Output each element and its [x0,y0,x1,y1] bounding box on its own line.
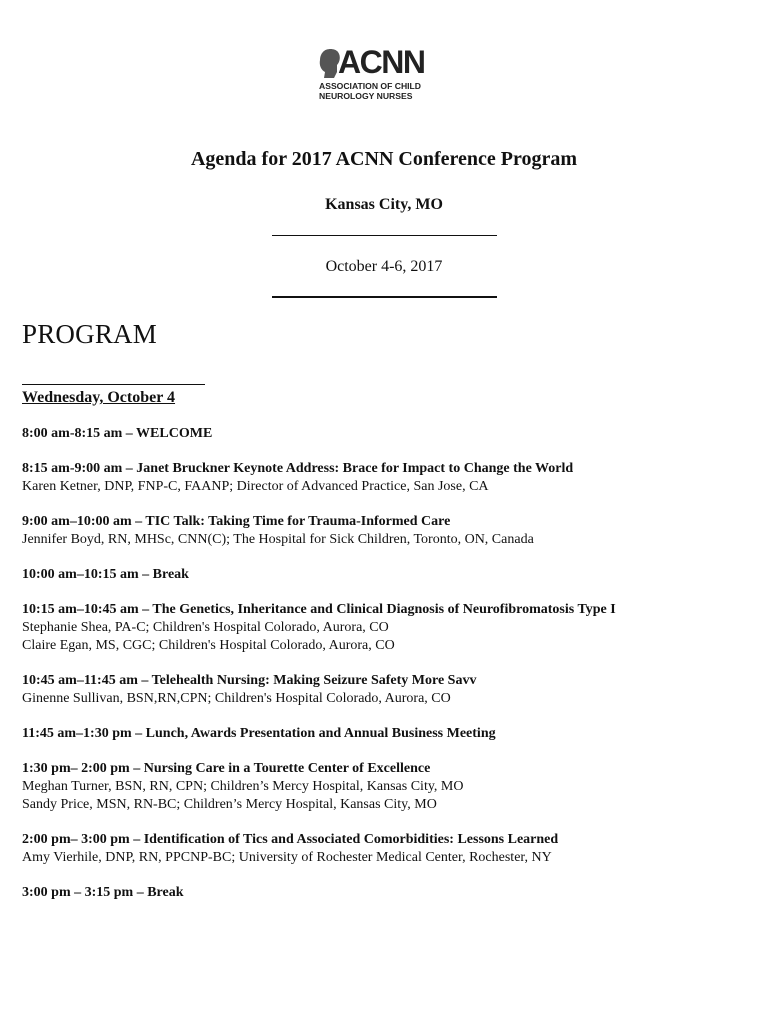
logo-wordmark: ACNN [338,44,425,80]
agenda-list [22,425,762,919]
logo-subtitle [319,81,439,101]
agenda-item-title: 10:45 am–11:45 am – Telehealth Nursing: Making Seizure Safety More Savv [22,673,477,688]
agenda-item [22,831,762,867]
agenda-item [22,513,762,549]
agenda-item-title: 10:00 am–10:15 am – Break [22,567,189,582]
logo-subtitle-line: ASSOCIATION OF CHILD [319,81,422,91]
agenda-item-speaker: Amy Vierhile, DNP, RN, PPCNP-BC; University of Rochester Medical Center, Rochester, NY [22,850,552,865]
agenda-item-title: 8:00 am-8:15 am – WELCOME [22,426,213,441]
agenda-item [22,725,762,743]
conference-dates: October 4-6, 2017 [325,258,443,275]
agenda-item [22,760,762,814]
agenda-item [22,425,762,443]
document-title: Agenda for 2017 ACNN Conference Program [190,148,578,170]
agenda-item-title: 3:00 pm – 3:15 pm – Break [22,885,184,900]
agenda-item-speaker: Stephanie Shea, PA-C; Children's Hospital Colorado, Aurora, CO [22,620,389,635]
agenda-item-title: 9:00 am–10:00 am – TIC Talk: Taking Time for Trauma-Informed Care [22,514,451,529]
agenda-item-speaker: Sandy Price, MSN, RN-BC; Children’s Mercy Hospital, Kansas City, MO [22,797,437,812]
agenda-item [22,460,762,496]
day-heading: Wednesday, October 4 [22,389,176,406]
divider [272,235,497,236]
day-divider [22,384,205,385]
acnn-logo [318,46,438,104]
agenda-item-speaker: Meghan Turner, BSN, RN, CPN; Children’s Mercy Hospital, Kansas City, MO [22,779,464,794]
agenda-item [22,566,762,584]
agenda-item-speaker: Jennifer Boyd, RN, MHSc, CNN(C); The Hospital for Sick Children, Toronto, ON, Canada [22,532,534,547]
agenda-item-title: 1:30 pm– 2:00 pm – Nursing Care in a Tourette Center of Excellence [22,761,431,776]
agenda-item-title: 10:15 am–10:45 am – The Genetics, Inheritance and Clinical Diagnosis of Neurofibromatosis Type I [22,602,616,617]
program-heading: PROGRAM [22,319,157,349]
location: Kansas City, MO [325,196,443,213]
agenda-item [22,672,762,708]
agenda-item-title: 8:15 am-9:00 am – Janet Bruckner Keynote Address: Brace for Impact to Change the World [22,461,574,476]
agenda-item-speaker: Karen Ketner, DNP, FNP-C, FAANP; Director of Advanced Practice, San Jose, CA [22,479,489,494]
agenda-item [22,601,762,655]
agenda-item [22,884,762,902]
agenda-item-title: 2:00 pm– 3:00 pm – Identification of Tics and Associated Comorbidities: Lessons Learned [22,832,559,847]
logo-subtitle-line: NEUROLOGY NURSES [319,91,413,101]
agenda-item-title: 11:45 am–1:30 pm – Lunch, Awards Presentation and Annual Business Meeting [22,726,496,741]
divider [272,296,497,298]
agenda-item-speaker: Ginenne Sullivan, BSN,RN,CPN; Children's Hospital Colorado, Aurora, CO [22,691,451,706]
agenda-item-speaker: Claire Egan, MS, CGC; Children's Hospital Colorado, Aurora, CO [22,638,395,653]
